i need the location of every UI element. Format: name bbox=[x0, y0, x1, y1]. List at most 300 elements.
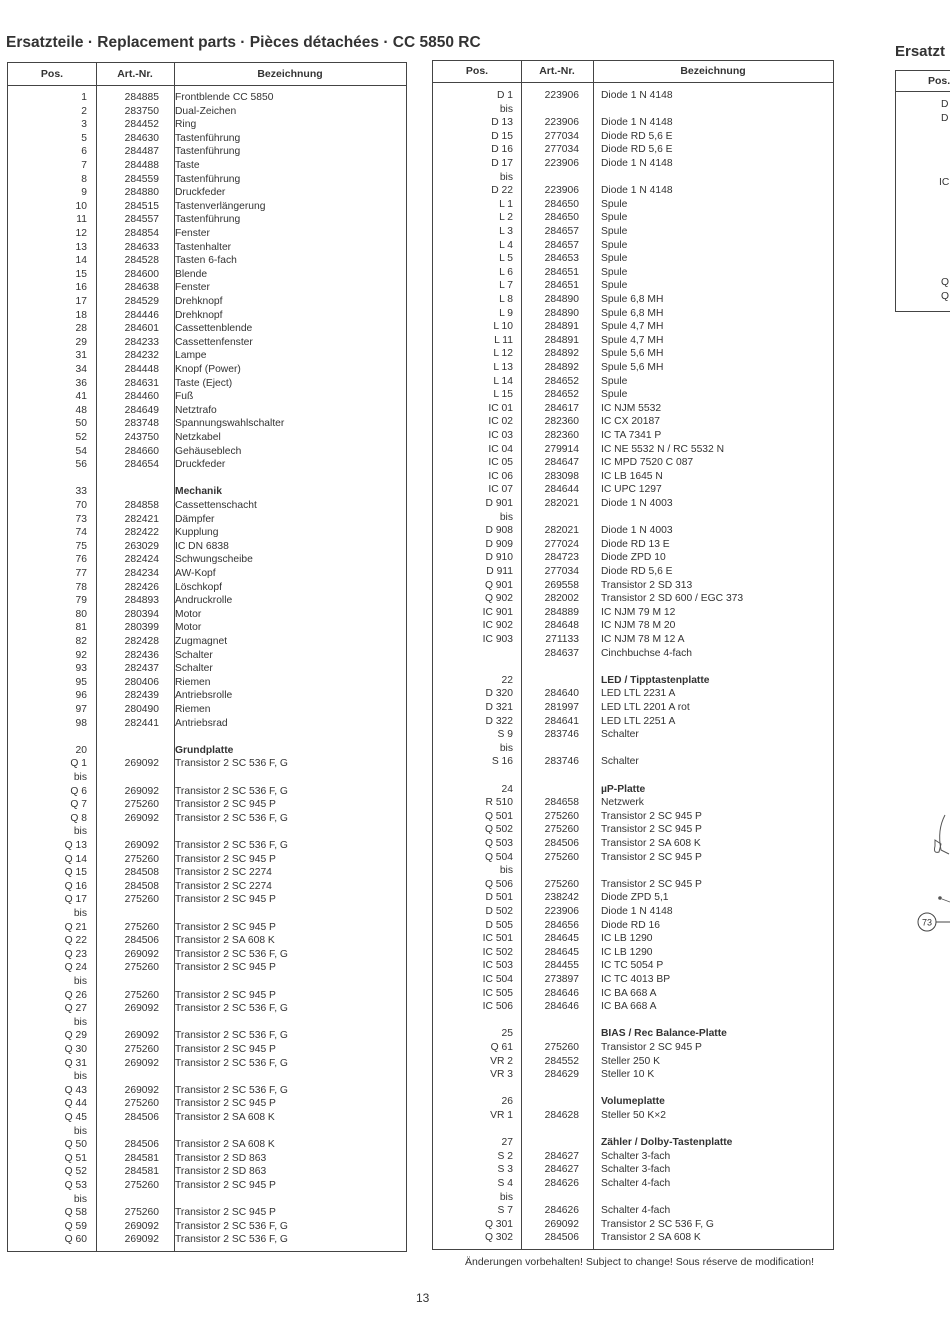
pos-cell: 27 bbox=[501, 1137, 513, 1149]
bezeichnung-cell: Riemen bbox=[175, 676, 211, 688]
bezeichnung-cell: Kupplung bbox=[175, 527, 219, 539]
pos-cell: L 6 bbox=[499, 266, 513, 278]
table-row bbox=[8, 349, 406, 363]
table-row bbox=[433, 837, 833, 851]
table-row bbox=[8, 377, 406, 391]
pos-cell: 96 bbox=[75, 690, 87, 702]
pos-cell: Q 506 bbox=[484, 878, 513, 890]
art-nr-cell: 284508 bbox=[124, 880, 159, 892]
art-nr-cell: 269092 bbox=[124, 1220, 159, 1232]
art-nr-cell: 277024 bbox=[544, 538, 579, 550]
bezeichnung-cell: IC BA 668 A bbox=[601, 987, 657, 999]
table-row bbox=[433, 157, 833, 171]
table-row bbox=[433, 388, 833, 402]
bezeichnung-cell: Transistor 2 SD 313 bbox=[601, 579, 693, 591]
art-nr-cell: 282360 bbox=[544, 416, 579, 428]
bezeichnung-cell: Transistor 2 SA 608 K bbox=[175, 935, 275, 947]
art-nr-cell: 284581 bbox=[124, 1166, 159, 1178]
bezeichnung-cell: LED LTL 2201 A rot bbox=[601, 702, 690, 713]
bezeichnung-cell: Lampe bbox=[175, 350, 207, 362]
table-row bbox=[8, 281, 406, 295]
cropped-pos-fragment: Q bbox=[941, 291, 950, 302]
table-row bbox=[433, 1136, 833, 1150]
table-row bbox=[433, 633, 833, 647]
table-row bbox=[8, 390, 406, 404]
bezeichnung-cell: Transistor 2 SD 863 bbox=[175, 1152, 267, 1164]
art-nr-cell: 243750 bbox=[124, 432, 159, 443]
bezeichnung-cell: Mechanik bbox=[175, 486, 222, 498]
pos-cell: 1 bbox=[81, 92, 87, 103]
table-row bbox=[433, 701, 833, 715]
table-row bbox=[8, 853, 406, 867]
pos-cell: 26 bbox=[501, 1096, 513, 1108]
art-nr-cell: 282002 bbox=[544, 593, 579, 605]
pos-cell: 70 bbox=[75, 500, 87, 511]
art-nr-cell: 284631 bbox=[124, 377, 159, 389]
pos-cell: Q 59 bbox=[64, 1220, 87, 1232]
table-row bbox=[8, 1152, 406, 1166]
art-nr-cell: 284508 bbox=[124, 867, 159, 879]
table-row bbox=[433, 347, 833, 361]
pos-cell: Q 29 bbox=[64, 1030, 87, 1042]
pos-cell: 33 bbox=[75, 486, 87, 498]
bezeichnung-cell: Transistor 2 SD 600 / EGC 373 bbox=[601, 593, 744, 605]
bezeichnung-cell: Transistor 2 SC 945 P bbox=[175, 1098, 276, 1110]
table-row bbox=[8, 961, 406, 975]
art-nr-cell: 284559 bbox=[124, 173, 159, 185]
cropped-pos-fragment: D bbox=[941, 99, 949, 110]
table-row bbox=[8, 309, 406, 323]
bezeichnung-cell: Knopf (Power) bbox=[175, 364, 241, 375]
bezeichnung-cell: Transistor 2 SA 608 K bbox=[601, 1232, 701, 1244]
table-row bbox=[8, 921, 406, 935]
pos-cell: D 17 bbox=[491, 158, 513, 169]
pos-cell: Q 30 bbox=[64, 1044, 87, 1055]
table-row bbox=[433, 674, 833, 688]
pos-cell: 31 bbox=[75, 350, 87, 362]
pos-cell: IC 903 bbox=[482, 634, 513, 645]
pos-cell: 79 bbox=[75, 595, 87, 607]
art-nr-cell: 284654 bbox=[124, 459, 159, 471]
art-nr-cell: 284633 bbox=[124, 241, 159, 253]
pos-cell: Q 21 bbox=[64, 921, 87, 933]
bezeichnung-cell: Cinchbuchse 4-fach bbox=[601, 647, 693, 659]
bezeichnung-cell: Diode 1 N 4148 bbox=[601, 90, 673, 101]
table-row bbox=[8, 227, 406, 241]
pos-cell: D 501 bbox=[485, 892, 513, 904]
art-nr-cell: 284629 bbox=[544, 1069, 579, 1081]
table-row bbox=[433, 320, 833, 334]
art-nr-cell: 279914 bbox=[544, 443, 579, 455]
table-row bbox=[8, 948, 406, 962]
pos-cell: VR 1 bbox=[490, 1110, 513, 1121]
table-row bbox=[433, 932, 833, 946]
art-nr-cell: 284646 bbox=[544, 1001, 579, 1013]
pos-cell: S 7 bbox=[497, 1205, 513, 1217]
art-nr-cell: 284723 bbox=[544, 552, 579, 564]
pos-cell: L 13 bbox=[493, 362, 513, 373]
pos-cell: 97 bbox=[75, 704, 87, 715]
bezeichnung-cell: Blende bbox=[175, 268, 208, 280]
art-nr-cell: 284650 bbox=[544, 212, 579, 224]
pos-cell: IC 503 bbox=[482, 960, 513, 972]
art-nr-cell: 284889 bbox=[544, 606, 579, 618]
pos-cell: 56 bbox=[75, 459, 87, 471]
table-row bbox=[433, 755, 833, 769]
bezeichnung-cell: Druckfeder bbox=[175, 459, 226, 471]
pos-cell: 41 bbox=[75, 391, 87, 403]
art-nr-cell: 223906 bbox=[544, 158, 579, 169]
bezeichnung-cell: Tasten 6-fach bbox=[175, 255, 237, 267]
art-nr-cell: 284892 bbox=[544, 362, 579, 373]
bezeichnung-cell: Spule bbox=[601, 266, 628, 278]
art-nr-cell: 269558 bbox=[544, 579, 579, 591]
art-nr-cell: 269092 bbox=[124, 840, 159, 851]
bezeichnung-cell: Transistor 2 SC 945 P bbox=[175, 1180, 276, 1191]
art-nr-cell: 238242 bbox=[544, 892, 579, 904]
table-row bbox=[433, 1014, 833, 1028]
bezeichnung-cell: Dämpfer bbox=[175, 513, 215, 525]
bezeichnung-cell: Transistor 2 SC 945 P bbox=[175, 894, 276, 906]
art-nr-cell: 282021 bbox=[544, 498, 579, 509]
table-row bbox=[8, 431, 406, 445]
pos-cell: Q 902 bbox=[484, 593, 513, 605]
pos-cell: D 322 bbox=[485, 715, 513, 727]
pos-cell: 95 bbox=[75, 676, 87, 688]
bezeichnung-cell: Löschkopf bbox=[175, 581, 222, 593]
bezeichnung-cell: Netzwerk bbox=[601, 797, 644, 809]
table-row bbox=[433, 1055, 833, 1069]
table-row bbox=[8, 363, 406, 377]
bezeichnung-cell: Spule bbox=[601, 253, 628, 265]
pos-cell: Q 61 bbox=[490, 1042, 513, 1053]
art-nr-cell: 269092 bbox=[124, 1057, 159, 1069]
art-nr-cell: 284506 bbox=[124, 935, 159, 947]
table-row bbox=[8, 662, 406, 676]
table-row bbox=[8, 567, 406, 581]
art-nr-cell: 284488 bbox=[124, 160, 159, 171]
pos-cell: Q 6 bbox=[70, 785, 87, 797]
pos-cell: D 15 bbox=[491, 130, 513, 142]
table-row bbox=[433, 715, 833, 729]
art-nr-cell: 284653 bbox=[544, 253, 579, 265]
table-row bbox=[433, 905, 833, 919]
table-row bbox=[8, 1138, 406, 1152]
table-row bbox=[8, 649, 406, 663]
bezeichnung-cell: Steller 50 K×2 bbox=[601, 1110, 666, 1121]
bezeichnung-cell: Grundplatte bbox=[175, 744, 234, 756]
bezeichnung-cell: Taste (Eject) bbox=[175, 377, 233, 389]
callout-label: 73 bbox=[921, 917, 933, 928]
art-nr-cell: 223906 bbox=[544, 90, 579, 101]
bezeichnung-cell: Spule bbox=[601, 280, 628, 292]
table-row bbox=[433, 660, 833, 674]
pos-cell: L 4 bbox=[499, 239, 513, 251]
table-row bbox=[8, 159, 406, 173]
pos-cell: IC 01 bbox=[488, 402, 513, 414]
table-row bbox=[8, 893, 406, 907]
pos-cell: 9 bbox=[81, 187, 87, 199]
art-nr-cell: 275260 bbox=[544, 851, 579, 863]
pos-cell: IC 05 bbox=[488, 457, 513, 469]
bezeichnung-cell: Transistor 2 SC 945 P bbox=[175, 921, 276, 933]
bezeichnung-cell: Transistor 2 SC 536 F, G bbox=[601, 1218, 714, 1230]
bezeichnung-cell: Motor bbox=[175, 622, 202, 634]
bezeichnung-cell: Transistor 2 SC 945 P bbox=[175, 989, 276, 1001]
table-row bbox=[433, 225, 833, 239]
pos-cell: L 14 bbox=[493, 375, 513, 387]
pos-cell: IC 07 bbox=[488, 484, 513, 496]
pos-cell: 25 bbox=[501, 1028, 513, 1040]
art-nr-cell: 284506 bbox=[124, 1139, 159, 1151]
table-row bbox=[8, 812, 406, 826]
pos-cell: D 1 bbox=[496, 90, 513, 101]
pos-cell: Q 50 bbox=[64, 1139, 87, 1151]
bezeichnung-cell: Transistor 2 SC 536 F, G bbox=[175, 1003, 288, 1015]
bezeichnung-cell: Transistor 2 SC 945 P bbox=[601, 851, 702, 863]
cropped-pos-fragment: D bbox=[941, 113, 949, 124]
table-row bbox=[8, 295, 406, 309]
pos-cell: bis bbox=[499, 742, 513, 754]
art-nr-cell: 284627 bbox=[544, 1164, 579, 1176]
table-row bbox=[8, 635, 406, 649]
pos-cell: 36 bbox=[75, 377, 87, 389]
bezeichnung-cell: Diode ZPD 5,1 bbox=[601, 892, 669, 904]
art-nr-cell: 284448 bbox=[124, 364, 159, 375]
pos-cell: bis bbox=[499, 171, 513, 183]
pos-cell: S 4 bbox=[497, 1178, 513, 1189]
pos-cell: Q 27 bbox=[64, 1003, 87, 1015]
table-row bbox=[8, 907, 406, 921]
pos-cell: bis bbox=[73, 908, 87, 919]
bezeichnung-cell: Druckfeder bbox=[175, 187, 226, 199]
table-row bbox=[8, 254, 406, 268]
pos-cell: D 16 bbox=[491, 144, 513, 156]
bezeichnung-cell: Spule 5,6 MH bbox=[601, 362, 664, 373]
pos-cell: IC 502 bbox=[482, 946, 513, 958]
art-nr-cell: 223906 bbox=[544, 906, 579, 917]
table-row bbox=[433, 1123, 833, 1137]
table-row bbox=[433, 810, 833, 824]
art-nr-cell: 284651 bbox=[544, 280, 579, 292]
table-row bbox=[433, 470, 833, 484]
bezeichnung-cell: Antriebsrolle bbox=[175, 690, 233, 702]
table-row bbox=[8, 336, 406, 350]
table-row bbox=[8, 1220, 406, 1234]
art-nr-cell: 282360 bbox=[544, 430, 579, 441]
table-row bbox=[433, 823, 833, 837]
art-nr-cell: 284652 bbox=[544, 389, 579, 401]
pos-cell: Q 44 bbox=[64, 1098, 87, 1110]
pos-cell: 20 bbox=[75, 744, 87, 756]
table-row bbox=[8, 621, 406, 635]
bezeichnung-cell: Riemen bbox=[175, 704, 211, 715]
art-nr-cell: 271133 bbox=[545, 634, 579, 645]
art-nr-cell: 282436 bbox=[124, 649, 159, 661]
art-nr-cell: 284640 bbox=[544, 688, 579, 700]
bezeichnung-cell: Transistor 2 SC 536 F, G bbox=[175, 1220, 288, 1232]
art-nr-cell: 273897 bbox=[544, 974, 579, 985]
pos-cell: Q 23 bbox=[64, 948, 87, 960]
pos-cell: IC 902 bbox=[482, 620, 513, 632]
pos-cell: L 2 bbox=[499, 212, 513, 224]
pos-cell: Q 43 bbox=[64, 1084, 87, 1096]
bezeichnung-cell: IC NJM 78 M 12 A bbox=[601, 634, 685, 645]
table-row bbox=[433, 973, 833, 987]
pos-cell: IC 505 bbox=[482, 987, 513, 999]
art-nr-cell: 277034 bbox=[544, 130, 579, 142]
pos-cell: D 321 bbox=[485, 702, 513, 713]
bezeichnung-cell: Taste bbox=[175, 160, 200, 171]
art-nr-cell: 275260 bbox=[124, 989, 159, 1001]
pos-cell: 16 bbox=[75, 282, 87, 294]
table-row bbox=[433, 1177, 833, 1191]
table-row bbox=[8, 1125, 406, 1139]
bezeichnung-cell: Schalter 4-fach bbox=[601, 1178, 671, 1189]
table-row bbox=[8, 757, 406, 771]
table-row bbox=[433, 211, 833, 225]
pos-cell: R 510 bbox=[485, 797, 513, 809]
art-nr-cell: 284891 bbox=[544, 334, 579, 346]
art-nr-cell: 284628 bbox=[544, 1110, 579, 1121]
pos-cell: bis bbox=[73, 1016, 87, 1028]
art-nr-cell: 284890 bbox=[544, 307, 579, 319]
art-nr-cell: 283748 bbox=[124, 418, 159, 430]
pos-cell: Q 51 bbox=[64, 1152, 87, 1164]
pos-cell: IC 504 bbox=[482, 974, 513, 985]
pos-cell: Q 26 bbox=[64, 989, 87, 1001]
table-row bbox=[8, 540, 406, 554]
page-number: 13 bbox=[416, 1291, 430, 1305]
pos-cell: D 505 bbox=[485, 919, 513, 931]
bezeichnung-cell: IC NJM 78 M 20 bbox=[601, 620, 676, 632]
bezeichnung-cell: Spule 4,7 MH bbox=[601, 321, 664, 333]
bezeichnung-cell: Diode RD 5,6 E bbox=[601, 144, 673, 156]
parts-table-right bbox=[432, 60, 834, 1250]
pos-cell: IC 501 bbox=[482, 933, 513, 945]
table-row bbox=[433, 116, 833, 130]
table-row bbox=[8, 1193, 406, 1207]
table-row bbox=[8, 866, 406, 880]
table-row bbox=[8, 730, 406, 744]
pos-cell: L 12 bbox=[493, 348, 513, 360]
table-row bbox=[433, 1163, 833, 1177]
bezeichnung-cell: Tastenführung bbox=[175, 173, 241, 185]
pos-cell: 2 bbox=[81, 105, 87, 117]
art-nr-cell: 284617 bbox=[544, 402, 579, 414]
art-nr-cell: 284637 bbox=[544, 647, 579, 659]
pos-cell: Q 8 bbox=[70, 812, 87, 824]
bezeichnung-cell: Spule 4,7 MH bbox=[601, 334, 664, 346]
art-nr-cell: 280406 bbox=[124, 676, 159, 688]
bezeichnung-cell: Cassettenblende bbox=[175, 323, 253, 335]
cropped-pos-fragment: Q bbox=[941, 277, 950, 288]
pos-cell: Q 901 bbox=[484, 579, 513, 591]
pos-cell: 75 bbox=[75, 540, 87, 552]
table-row bbox=[8, 132, 406, 146]
pos-cell: L 15 bbox=[493, 389, 513, 401]
table-row bbox=[8, 839, 406, 853]
pos-cell: D 13 bbox=[491, 117, 513, 129]
bezeichnung-cell: Transistor 2 SD 863 bbox=[175, 1166, 267, 1178]
pos-cell: Q 17 bbox=[64, 894, 87, 906]
pos-cell: Q 15 bbox=[64, 867, 87, 879]
pos-cell: D 911 bbox=[486, 566, 513, 577]
art-nr-cell: 275260 bbox=[124, 894, 159, 906]
bezeichnung-cell: Transistor 2 SC 945 P bbox=[601, 824, 702, 836]
art-nr-cell: 269092 bbox=[124, 1234, 159, 1246]
pos-cell: 11 bbox=[76, 214, 87, 226]
table-row bbox=[433, 293, 833, 307]
pos-cell: D 908 bbox=[485, 525, 513, 537]
pos-cell: Q 16 bbox=[64, 880, 87, 892]
table-row bbox=[433, 1082, 833, 1096]
table-row bbox=[8, 771, 406, 785]
pos-cell: L 8 bbox=[499, 294, 513, 305]
art-nr-cell: 284652 bbox=[544, 375, 579, 387]
bezeichnung-cell: Transistor 2 SC 536 F, G bbox=[175, 948, 288, 960]
table-row bbox=[8, 118, 406, 132]
pos-cell: Q 52 bbox=[64, 1166, 87, 1178]
bezeichnung-cell: Zähler / Dolby-Tastenplatte bbox=[601, 1137, 733, 1149]
table-row bbox=[433, 497, 833, 511]
bezeichnung-cell: Transistor 2 SC 536 F, G bbox=[175, 840, 288, 851]
table-row bbox=[433, 592, 833, 606]
bezeichnung-cell: Antriebsrad bbox=[175, 717, 228, 729]
art-nr-cell: 269092 bbox=[124, 1084, 159, 1096]
table-row bbox=[433, 1000, 833, 1014]
table-row bbox=[8, 417, 406, 431]
table-row bbox=[433, 524, 833, 538]
pos-cell: Q 58 bbox=[64, 1207, 87, 1219]
pos-cell: bis bbox=[73, 1125, 87, 1137]
bezeichnung-cell: IC LB 1645 N bbox=[601, 470, 663, 482]
table-row bbox=[8, 485, 406, 499]
table-row bbox=[433, 361, 833, 375]
table-row bbox=[433, 1204, 833, 1218]
bezeichnung-cell: Transistor 2 SC 945 P bbox=[601, 1042, 702, 1053]
pos-cell: S 16 bbox=[491, 756, 513, 768]
pos-cell: Q 13 bbox=[64, 840, 87, 851]
table-row bbox=[433, 728, 833, 742]
pos-cell: 24 bbox=[501, 783, 513, 795]
pos-cell: 3 bbox=[81, 119, 87, 131]
bezeichnung-cell: Spule bbox=[601, 375, 628, 387]
bezeichnung-cell: Transistor 2 SC 536 F, G bbox=[175, 1084, 288, 1096]
table-row bbox=[433, 266, 833, 280]
bezeichnung-cell: Tastenführung bbox=[175, 146, 241, 158]
art-nr-cell: 284645 bbox=[544, 946, 579, 958]
pos-cell: 50 bbox=[75, 418, 87, 430]
pos-cell: IC 04 bbox=[488, 443, 513, 455]
pos-cell: 48 bbox=[75, 404, 87, 416]
pos-cell: VR 3 bbox=[490, 1069, 513, 1081]
bezeichnung-cell: Spule 5,6 MH bbox=[601, 348, 664, 360]
pos-cell: 98 bbox=[75, 717, 87, 729]
art-nr-cell: 284660 bbox=[124, 445, 159, 457]
art-nr-cell: 284890 bbox=[544, 294, 579, 305]
pos-cell: 52 bbox=[75, 432, 87, 443]
pos-cell: 14 bbox=[75, 255, 87, 267]
pos-cell: Q 53 bbox=[64, 1180, 87, 1191]
art-nr-cell: 284854 bbox=[124, 228, 159, 239]
art-nr-cell: 282021 bbox=[544, 525, 579, 537]
table-row bbox=[8, 1206, 406, 1220]
art-nr-cell: 284552 bbox=[544, 1055, 579, 1067]
table-row bbox=[433, 1068, 833, 1082]
bezeichnung-cell: Transistor 2 SC 945 P bbox=[601, 878, 702, 890]
bezeichnung-cell: IC TA 7341 P bbox=[601, 430, 662, 441]
